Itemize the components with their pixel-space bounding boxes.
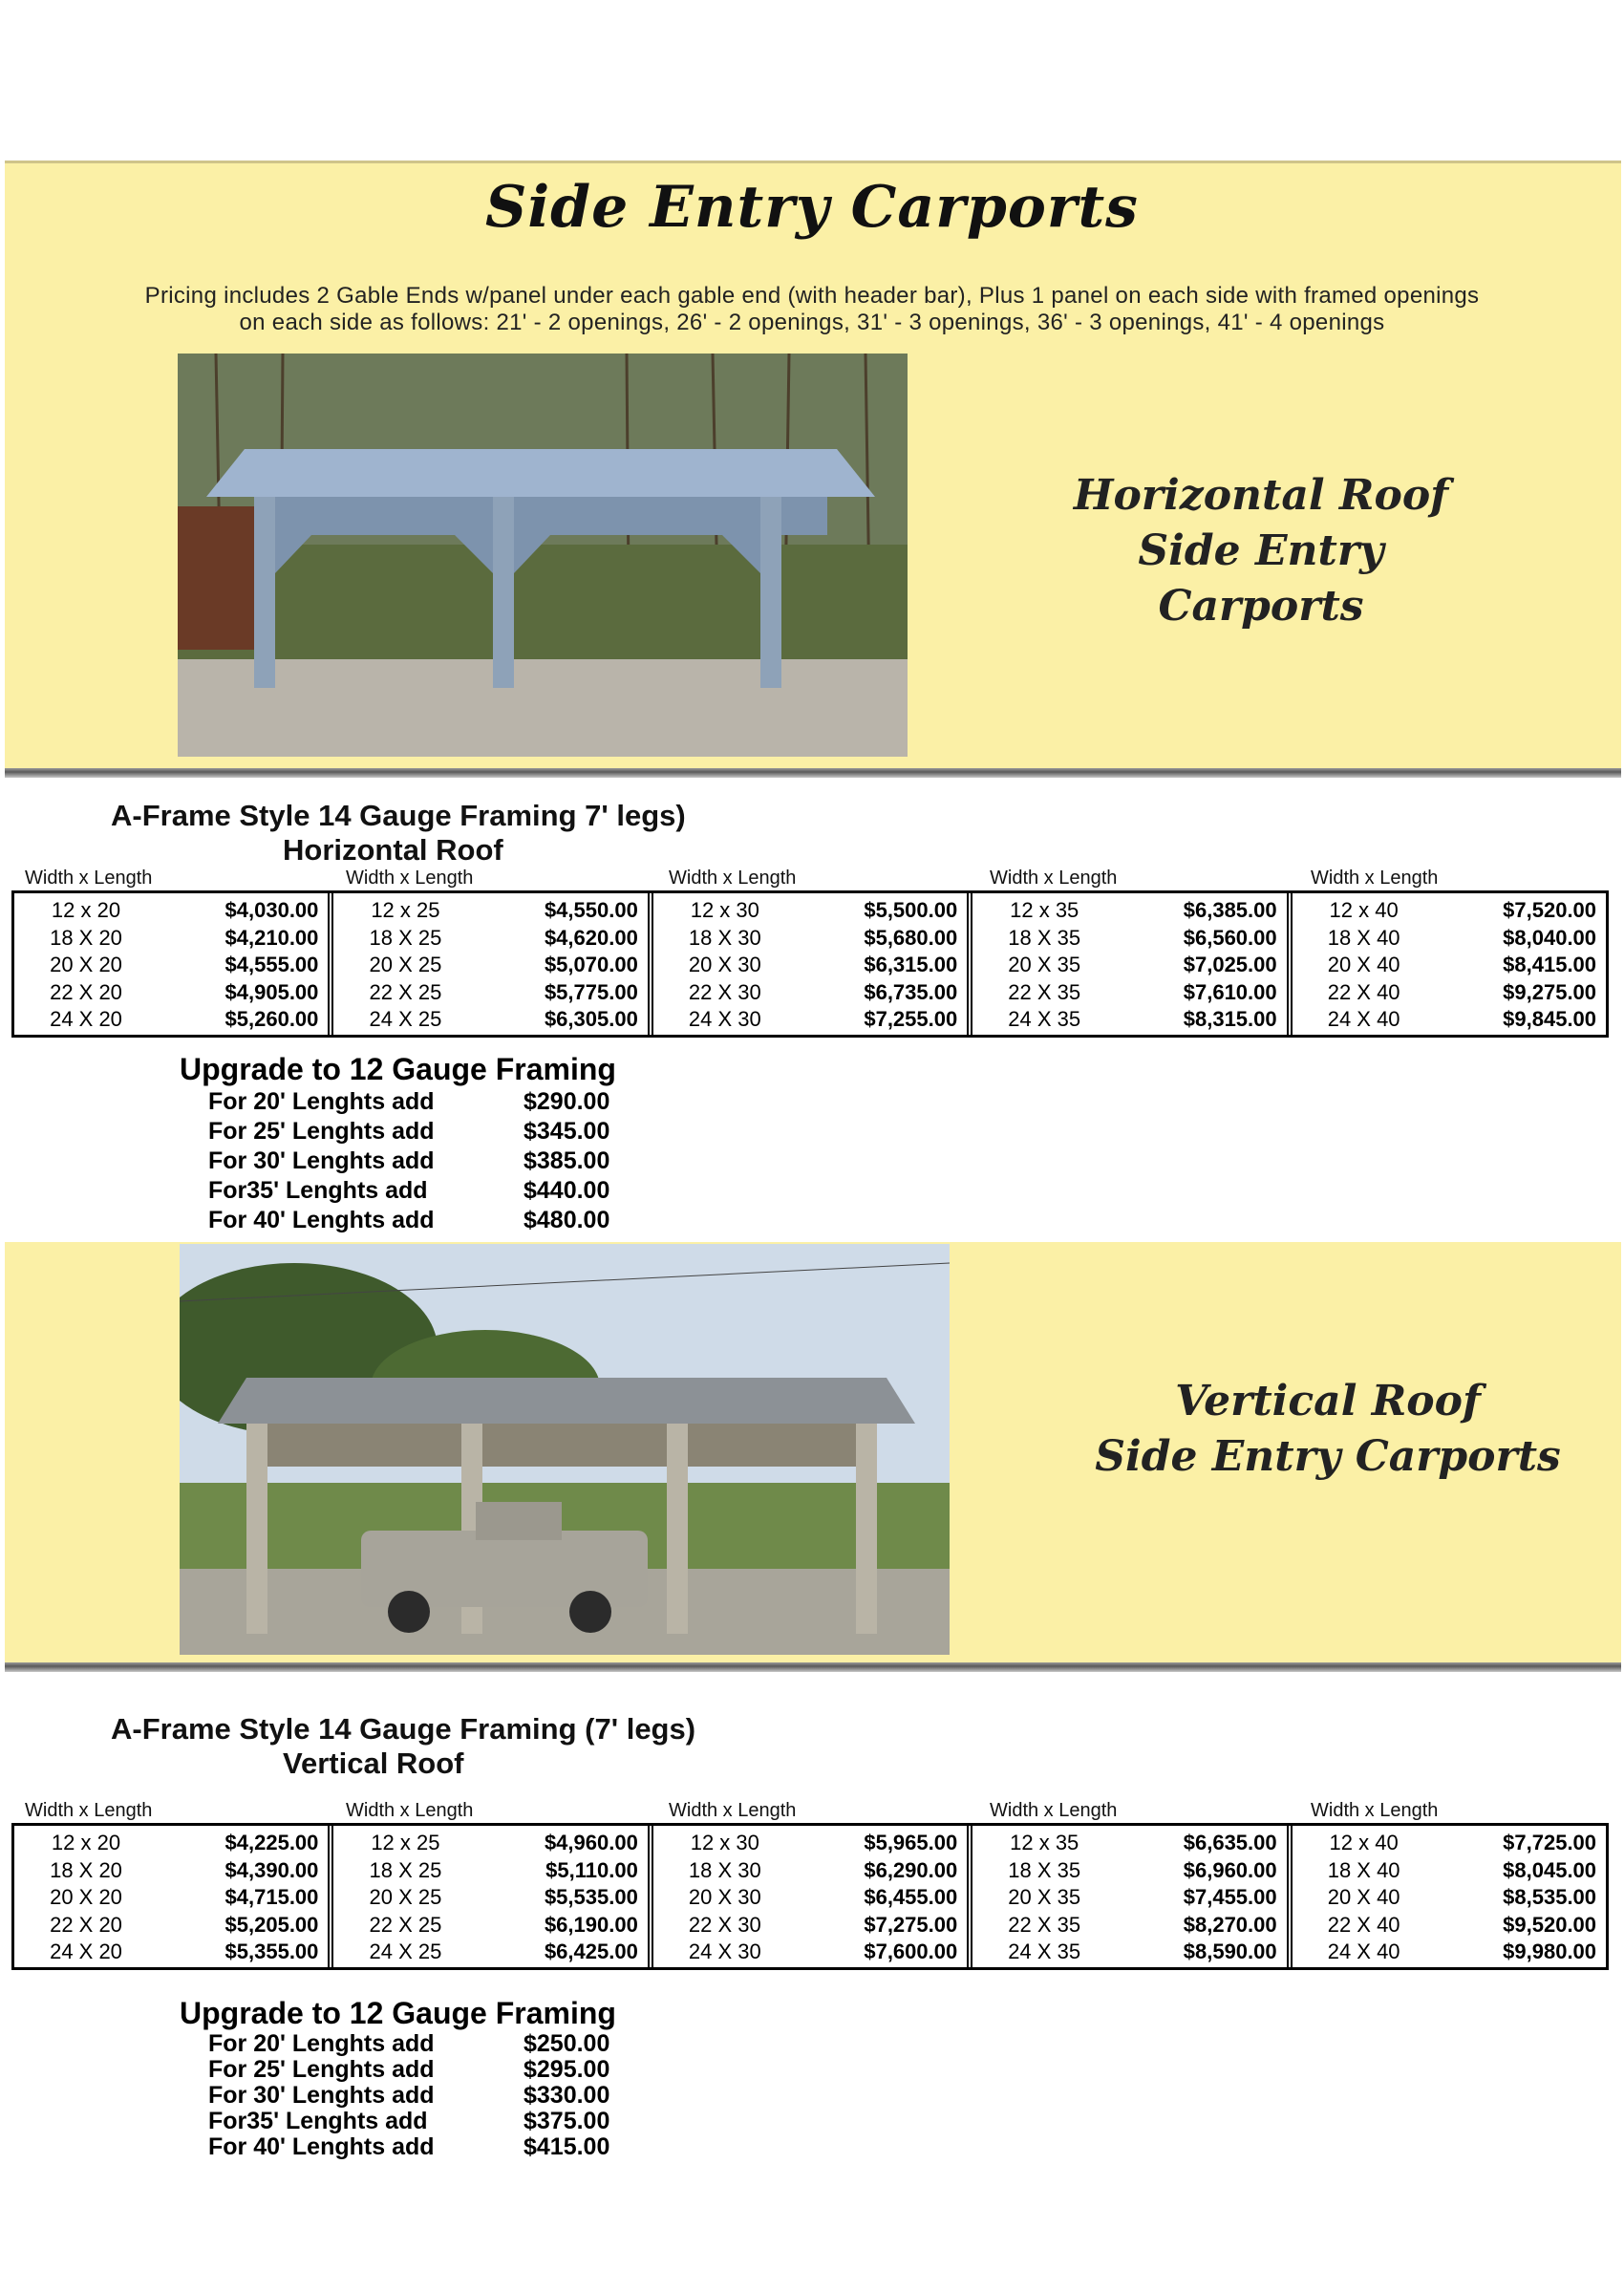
- size-cell: 22 X 25: [369, 979, 442, 1004]
- table-row: [1302, 1939, 1596, 1966]
- size-cell: 22 X 20: [50, 1912, 122, 1937]
- size-cell: 12 x 20: [51, 1831, 121, 1854]
- price-cell: $4,960.00: [544, 1831, 638, 1854]
- pricing-intro-line: Pricing includes 2 Gable Ends w/panel under each gable end (with header bar), Plus 1 panel on each side with framed openings: [144, 283, 1480, 309]
- price-cell: $5,260.00: [224, 1007, 319, 1031]
- price-cell: $6,190.00: [544, 1912, 638, 1937]
- upgrade-label: For35' Lenghts add: [208, 2108, 428, 2134]
- price-cell: $5,500.00: [864, 898, 958, 922]
- upgrade-row: [180, 1176, 657, 1206]
- price-cell: $6,315.00: [864, 953, 958, 976]
- price-cell: $8,535.00: [1503, 1885, 1597, 1909]
- table-row: [982, 1939, 1276, 1966]
- size-cell: 24 X 40: [1327, 1939, 1400, 1963]
- column-label: Width x Length: [990, 1800, 1118, 1821]
- table-row: [982, 925, 1276, 953]
- upgrade-label: For 30' Lenghts add: [208, 1147, 435, 1174]
- price-cell: $7,520.00: [1503, 898, 1597, 922]
- size-cell: 24 X 35: [1008, 1007, 1081, 1031]
- vertical-price-table: [11, 1800, 1609, 1970]
- price-block: [14, 1826, 328, 1967]
- price-cell: $5,965.00: [864, 1831, 958, 1854]
- price-block: [648, 893, 967, 1035]
- size-cell: 12 x 35: [1010, 1831, 1079, 1854]
- upgrade-amount: $250.00: [524, 2030, 610, 2057]
- size-cell: 20 X 25: [369, 953, 442, 976]
- size-cell: 20 X 20: [50, 1885, 122, 1909]
- price-cell: $6,455.00: [864, 1885, 958, 1909]
- table-row: [663, 952, 957, 979]
- upgrade-label: For35' Lenghts add: [208, 1177, 428, 1204]
- table-row: [1302, 1912, 1596, 1939]
- horizontal-upgrade-section: [180, 1051, 657, 1235]
- upgrade-label: For 25' Lenghts add: [208, 2056, 435, 2083]
- table-row: [343, 1857, 637, 1885]
- size-cell: 12 x 35: [1010, 898, 1079, 922]
- price-cell: $7,275.00: [864, 1912, 958, 1937]
- price-cell: $6,385.00: [1183, 898, 1277, 922]
- size-cell: 12 x 30: [690, 1831, 759, 1854]
- upgrade-row: [180, 1087, 657, 1117]
- table-row: [663, 1830, 957, 1857]
- price-cell: $4,210.00: [224, 925, 319, 950]
- size-cell: 20 X 35: [1008, 953, 1081, 976]
- price-cell: $6,425.00: [544, 1939, 638, 1963]
- size-cell: 22 X 40: [1327, 979, 1400, 1004]
- price-cell: $8,270.00: [1183, 1912, 1277, 1937]
- price-block: [328, 1826, 647, 1967]
- price-cell: $7,025.00: [1183, 953, 1277, 976]
- upgrade-label: For 40' Lenghts add: [208, 1207, 435, 1233]
- table-row: [24, 1830, 318, 1857]
- vertical-roof-caption: [1089, 1374, 1567, 1485]
- size-cell: 20 X 40: [1327, 1885, 1400, 1909]
- column-label: Width x Length: [25, 1800, 153, 1821]
- size-cell: 18 X 35: [1008, 1857, 1081, 1882]
- table-row: [1302, 925, 1596, 953]
- price-cell: $4,225.00: [224, 1831, 319, 1854]
- upgrade-amount: $375.00: [524, 2108, 610, 2134]
- table-row: [663, 925, 957, 953]
- price-cell: $5,110.00: [545, 1857, 638, 1882]
- size-cell: 18 X 30: [688, 1857, 761, 1882]
- column-label: Width x Length: [346, 1800, 474, 1821]
- price-cell: $9,520.00: [1503, 1912, 1597, 1937]
- size-cell: 18 X 25: [369, 1857, 442, 1882]
- size-cell: 20 X 30: [688, 1885, 761, 1909]
- price-cell: $8,045.00: [1503, 1857, 1597, 1882]
- table-row: [1302, 1006, 1596, 1034]
- table-row: [1302, 1857, 1596, 1885]
- size-cell: 20 X 20: [50, 953, 122, 976]
- price-cell: $7,455.00: [1183, 1885, 1277, 1909]
- table-row: [1302, 952, 1596, 979]
- table-row: [982, 1006, 1276, 1034]
- size-cell: 12 x 25: [371, 1831, 440, 1854]
- size-cell: 12 x 25: [371, 898, 440, 922]
- upgrade-row: [180, 2134, 657, 2160]
- vertical-section-heading: A-Frame Style 14 Gauge Framing (7' legs): [111, 1712, 696, 1746]
- table-row: [343, 897, 637, 925]
- table-row: [982, 1857, 1276, 1885]
- table-row: [343, 1912, 637, 1939]
- price-cell: $4,030.00: [224, 898, 319, 922]
- size-cell: 18 X 20: [50, 1857, 122, 1882]
- size-cell: 24 X 30: [688, 1939, 761, 1963]
- upgrade-amount: $480.00: [524, 1207, 610, 1233]
- pricing-intro: [38, 283, 1586, 336]
- table-row: [1302, 1884, 1596, 1912]
- table-row: [982, 1884, 1276, 1912]
- size-cell: 24 X 40: [1327, 1007, 1400, 1031]
- price-cell: $4,620.00: [544, 925, 638, 950]
- upgrade-label: For 20' Lenghts add: [208, 1088, 435, 1115]
- price-cell: $4,905.00: [224, 979, 319, 1004]
- size-cell: 12 x 20: [51, 898, 121, 922]
- upgrade-amount: $385.00: [524, 1147, 610, 1174]
- price-cell: $6,735.00: [864, 979, 958, 1004]
- table-row: [982, 1912, 1276, 1939]
- table-row: [982, 897, 1276, 925]
- vertical-upgrade-section: [180, 1995, 657, 2160]
- upgrade-amount: $440.00: [524, 1177, 610, 1204]
- caption-line: Vertical Roof: [1175, 1377, 1481, 1425]
- size-cell: 22 X 35: [1008, 979, 1081, 1004]
- table-row: [663, 979, 957, 1007]
- table-row: [24, 925, 318, 953]
- size-cell: 24 X 20: [50, 1007, 122, 1031]
- upgrade-amount: $415.00: [524, 2133, 610, 2160]
- caption-line: Side Entry Carports: [1095, 1432, 1561, 1481]
- table-row: [343, 925, 637, 953]
- size-cell: 18 X 25: [369, 925, 442, 950]
- price-cell: $6,290.00: [864, 1857, 958, 1882]
- upgrade-row: [180, 2083, 657, 2109]
- price-cell: $7,610.00: [1183, 979, 1277, 1004]
- upgrade-amount: $345.00: [524, 1118, 610, 1145]
- size-cell: 22 X 40: [1327, 1912, 1400, 1937]
- price-cell: $8,315.00: [1183, 1007, 1277, 1031]
- column-label: Width x Length: [990, 868, 1118, 889]
- size-cell: 18 X 40: [1327, 1857, 1400, 1882]
- table-row: [663, 1912, 957, 1939]
- size-cell: 12 x 40: [1329, 1831, 1399, 1854]
- column-label: Width x Length: [346, 868, 474, 889]
- table-row: [663, 1857, 957, 1885]
- table-row: [24, 1884, 318, 1912]
- table-row: [982, 952, 1276, 979]
- size-cell: 24 X 20: [50, 1939, 122, 1963]
- size-cell: 12 x 40: [1329, 898, 1399, 922]
- price-cell: $8,040.00: [1503, 925, 1597, 950]
- column-label: Width x Length: [669, 1800, 797, 1821]
- price-cell: $5,205.00: [224, 1912, 319, 1937]
- divider-rule: [5, 768, 1621, 778]
- horizontal-roof-caption: [1032, 468, 1490, 634]
- price-cell: $4,550.00: [544, 898, 638, 922]
- table-row: [24, 1939, 318, 1966]
- table-row: [343, 952, 637, 979]
- upgrade-amount: $330.00: [524, 2082, 610, 2109]
- pricing-intro-line: on each side as follows: 21' - 2 openings, 26' - 2 openings, 31' - 3 openings, 36' - 3 openings, 41' - 4 openings: [239, 310, 1385, 335]
- upgrade-amount: $290.00: [524, 1088, 610, 1115]
- table-row: [24, 979, 318, 1007]
- price-block: [14, 893, 328, 1035]
- table-row: [343, 979, 637, 1007]
- table-row: [24, 897, 318, 925]
- upgrade-label: For 40' Lenghts add: [208, 2133, 435, 2160]
- size-cell: 20 X 40: [1327, 953, 1400, 976]
- column-label: Width x Length: [669, 868, 797, 889]
- upgrade-amount: $295.00: [524, 2056, 610, 2083]
- size-cell: 20 X 25: [369, 1885, 442, 1909]
- price-cell: $4,715.00: [224, 1885, 319, 1909]
- price-block: [1287, 1826, 1606, 1967]
- price-cell: $9,980.00: [1503, 1939, 1597, 1963]
- table-row: [24, 1006, 318, 1034]
- table-row: [343, 1884, 637, 1912]
- price-cell: $9,275.00: [1503, 979, 1597, 1004]
- vertical-section-subheading: Vertical Roof: [283, 1747, 464, 1780]
- horizontal-section-subheading: Horizontal Roof: [283, 833, 503, 867]
- size-cell: 18 X 30: [688, 925, 761, 950]
- size-cell: 22 X 30: [688, 1912, 761, 1937]
- table-row: [663, 1006, 957, 1034]
- price-cell: $7,600.00: [864, 1939, 958, 1963]
- size-cell: 22 X 30: [688, 979, 761, 1004]
- size-cell: 12 x 30: [690, 898, 759, 922]
- price-grid: [11, 890, 1609, 1038]
- upgrade-row: [180, 2057, 657, 2083]
- upgrade-row: [180, 1206, 657, 1235]
- size-cell: 22 X 25: [369, 1912, 442, 1937]
- table-row: [663, 1939, 957, 1966]
- price-cell: $8,415.00: [1503, 953, 1597, 976]
- size-cell: 20 X 30: [688, 953, 761, 976]
- upgrade-label: For 30' Lenghts add: [208, 2082, 435, 2109]
- price-cell: $4,390.00: [224, 1857, 319, 1882]
- table-row: [663, 1884, 957, 1912]
- price-cell: $5,680.00: [864, 925, 958, 950]
- column-label: Width x Length: [1311, 868, 1439, 889]
- horizontal-price-table: [11, 868, 1609, 1038]
- upgrade-row: [180, 1146, 657, 1176]
- table-row: [1302, 897, 1596, 925]
- page-title: Side Entry Carports: [485, 174, 1139, 241]
- upgrade-title: Upgrade to 12 Gauge Framing: [180, 1996, 616, 2030]
- vertical-roof-carport-photo: [180, 1244, 950, 1655]
- price-block: [967, 1826, 1286, 1967]
- size-cell: 24 X 25: [369, 1939, 442, 1963]
- price-block: [648, 1826, 967, 1967]
- size-cell: 22 X 35: [1008, 1912, 1081, 1937]
- size-cell: 18 X 20: [50, 925, 122, 950]
- table-row: [343, 1830, 637, 1857]
- table-row: [1302, 979, 1596, 1007]
- price-cell: $8,590.00: [1183, 1939, 1277, 1963]
- column-label: Width x Length: [25, 868, 153, 889]
- price-cell: $5,535.00: [544, 1885, 638, 1909]
- price-cell: $6,560.00: [1183, 925, 1277, 950]
- table-row: [343, 1006, 637, 1034]
- table-row: [343, 1939, 637, 1966]
- size-cell: 24 X 35: [1008, 1939, 1081, 1963]
- column-label: Width x Length: [1311, 1800, 1439, 1821]
- price-cell: $6,305.00: [544, 1007, 638, 1031]
- table-row: [24, 1912, 318, 1939]
- caption-line: Horizontal Roof: [1073, 471, 1449, 520]
- upgrade-row: [180, 2109, 657, 2134]
- price-cell: $5,775.00: [544, 979, 638, 1004]
- price-cell: $6,960.00: [1183, 1857, 1277, 1882]
- size-cell: 18 X 35: [1008, 925, 1081, 950]
- horizontal-roof-carport-photo: [178, 354, 908, 757]
- price-block: [967, 893, 1286, 1035]
- price-cell: $9,845.00: [1503, 1007, 1597, 1031]
- price-cell: $4,555.00: [224, 953, 319, 976]
- size-cell: 18 X 40: [1327, 925, 1400, 950]
- price-block: [1287, 893, 1606, 1035]
- size-cell: 24 X 25: [369, 1007, 442, 1031]
- caption-line: Side Entry Carports: [1138, 526, 1384, 631]
- table-row: [24, 1857, 318, 1885]
- price-cell: $6,635.00: [1183, 1831, 1277, 1854]
- size-cell: 20 X 35: [1008, 1885, 1081, 1909]
- price-block: [328, 893, 647, 1035]
- upgrade-label: For 25' Lenghts add: [208, 1118, 435, 1145]
- upgrade-row: [180, 2031, 657, 2057]
- upgrade-title: Upgrade to 12 Gauge Framing: [180, 1052, 616, 1086]
- price-cell: $5,070.00: [544, 953, 638, 976]
- table-row: [982, 979, 1276, 1007]
- divider-rule: [5, 1662, 1621, 1672]
- horizontal-section-heading: A-Frame Style 14 Gauge Framing 7' legs): [111, 799, 686, 832]
- upgrade-row: [180, 1117, 657, 1146]
- size-cell: 22 X 20: [50, 979, 122, 1004]
- table-row: [663, 897, 957, 925]
- table-row: [24, 952, 318, 979]
- price-cell: $5,355.00: [224, 1939, 319, 1963]
- table-row: [1302, 1830, 1596, 1857]
- size-cell: 24 X 30: [688, 1007, 761, 1031]
- table-row: [982, 1830, 1276, 1857]
- upgrade-label: For 20' Lenghts add: [208, 2030, 435, 2057]
- price-cell: $7,255.00: [864, 1007, 958, 1031]
- price-cell: $7,725.00: [1503, 1831, 1597, 1854]
- price-grid: [11, 1823, 1609, 1970]
